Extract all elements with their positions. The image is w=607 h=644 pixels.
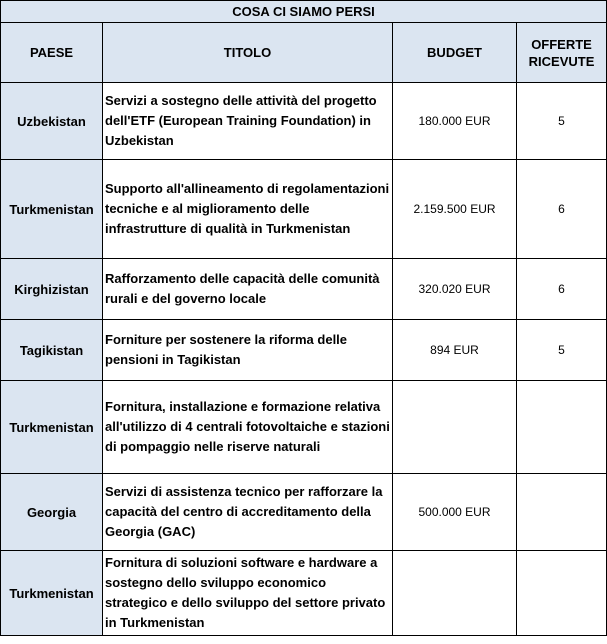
- cell-titolo: Servizi di assistenza tecnico per rafforzare la capacità del centro di accreditamento della Georgia (GAC): [103, 474, 393, 551]
- header-row: [1, 23, 607, 83]
- cell-titolo: Forniture per sostenere la riforma delle pensioni in Tagikistan: [103, 320, 393, 381]
- cell-offerte: [517, 551, 607, 636]
- cell-paese: Georgia: [1, 474, 103, 551]
- cell-budget: 180.000 EUR: [393, 83, 517, 160]
- table-row: [1, 551, 607, 636]
- cell-paese: Uzbekistan: [1, 83, 103, 160]
- cell-offerte: 5: [517, 83, 607, 160]
- cell-budget: [393, 551, 517, 636]
- cell-paese: Turkmenistan: [1, 160, 103, 259]
- table-row: [1, 381, 607, 474]
- cell-budget: 320.020 EUR: [393, 259, 517, 320]
- cell-offerte: [517, 474, 607, 551]
- cell-offerte: 5: [517, 320, 607, 381]
- cell-budget: [393, 381, 517, 474]
- header-titolo: TITOLO: [103, 23, 393, 83]
- cell-paese: Turkmenistan: [1, 551, 103, 636]
- header-paese: PAESE: [1, 23, 103, 83]
- header-offerte: OFFERTE RICEVUTE: [517, 23, 607, 83]
- cell-paese: Kirghizistan: [1, 259, 103, 320]
- table-row: [1, 320, 607, 381]
- cell-titolo: Rafforzamento delle capacità delle comunità rurali e del governo locale: [103, 259, 393, 320]
- cell-offerte: 6: [517, 160, 607, 259]
- cell-titolo: Supporto all'allineamento di regolamentazioni tecniche e al miglioramento delle infrastrutture di qualità in Turkmenistan: [103, 160, 393, 259]
- table-row: [1, 83, 607, 160]
- cell-paese: Turkmenistan: [1, 381, 103, 474]
- table-row: [1, 160, 607, 259]
- table-title: COSA CI SIAMO PERSI: [1, 1, 607, 23]
- cell-budget: 500.000 EUR: [393, 474, 517, 551]
- table-row: [1, 259, 607, 320]
- cell-offerte: [517, 381, 607, 474]
- cell-titolo: Fornitura, installazione e formazione relativa all'utilizzo di 4 centrali fotovoltaiche e stazioni di pompaggio nelle riserve naturali: [103, 381, 393, 474]
- cell-budget: 2.159.500 EUR: [393, 160, 517, 259]
- table-title-row: [1, 1, 607, 23]
- cell-titolo: Servizi a sostegno delle attività del progetto dell'ETF (European Training Foundation) in Uzbekistan: [103, 83, 393, 160]
- header-budget: BUDGET: [393, 23, 517, 83]
- cell-offerte: 6: [517, 259, 607, 320]
- cell-paese: Tagikistan: [1, 320, 103, 381]
- cell-titolo: Fornitura di soluzioni software e hardware a sostegno dello sviluppo economico strategico e dello sviluppo del settore privato in Turkmenistan: [103, 551, 393, 636]
- table-row: [1, 474, 607, 551]
- cell-budget: 894 EUR: [393, 320, 517, 381]
